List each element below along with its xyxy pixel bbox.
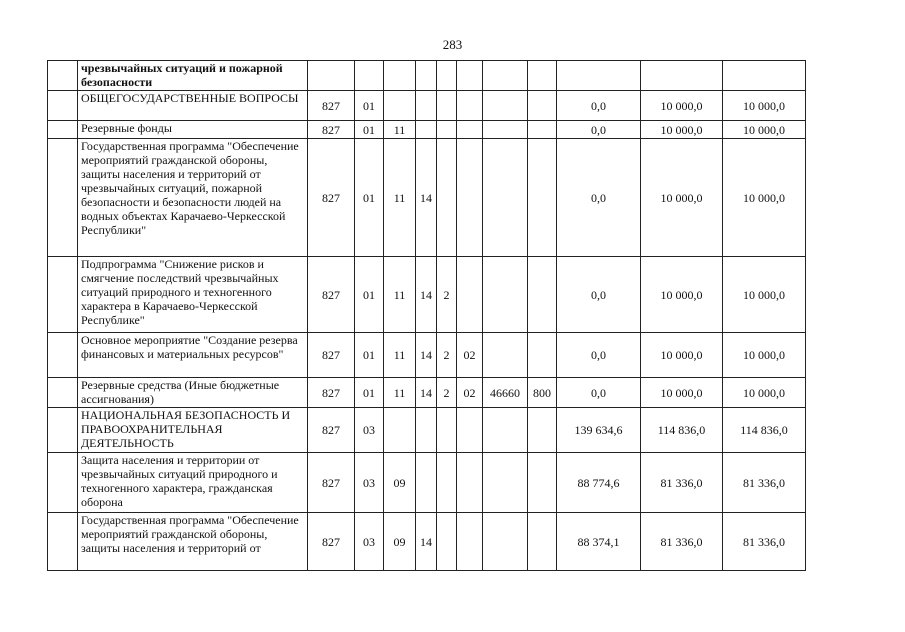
item-name-cell: Государственная программа "Обеспечение мероприятий гражданской обороны, защиты населения и территорий от: [78, 513, 308, 571]
table-row: [48, 513, 806, 571]
direction-code-cell: [483, 513, 528, 571]
table-row: [48, 61, 806, 91]
item-name-cell: Резервные средства (Иные бюджетные ассигнования): [78, 378, 308, 408]
activity-code-cell: [457, 257, 483, 333]
amount-year2-cell: [641, 61, 723, 91]
section-code-cell: 03: [355, 453, 384, 513]
subsection-code-cell: 11: [384, 257, 416, 333]
amount-year1-cell: 0,0: [557, 121, 641, 139]
program-code-cell: 14: [416, 378, 437, 408]
grbs-code-cell: 827: [308, 257, 355, 333]
section-code-cell: 01: [355, 121, 384, 139]
direction-code-cell: 46660: [483, 378, 528, 408]
grbs-code-cell: 827: [308, 333, 355, 378]
subprogram-code-cell: [437, 121, 457, 139]
expense-type-code-cell: [528, 91, 557, 121]
direction-code-cell: [483, 333, 528, 378]
item-name-cell: Защита населения и территории от чрезвычайных ситуаций природного и техногенного характера, гражданская оборона: [78, 453, 308, 513]
index-cell: [48, 378, 78, 408]
subprogram-code-cell: 2: [437, 378, 457, 408]
section-code-cell: 03: [355, 408, 384, 453]
amount-year1-cell: 88 774,6: [557, 453, 641, 513]
amount-year1-cell: 0,0: [557, 378, 641, 408]
item-name-cell: Государственная программа "Обеспечение мероприятий гражданской обороны, защиты населения и территорий от чрезвычайных ситуаций, пожарной безопасности и безопасности людей на водных объектах Карачаево-Черкесской Республики": [78, 139, 308, 257]
item-name-cell: Основное мероприятие "Создание резерва финансовых и материальных ресурсов": [78, 333, 308, 378]
section-code-cell: 01: [355, 333, 384, 378]
index-cell: [48, 61, 78, 91]
activity-code-cell: [457, 408, 483, 453]
section-code-cell: 01: [355, 91, 384, 121]
table-row: [48, 257, 806, 333]
grbs-code-cell: 827: [308, 91, 355, 121]
direction-code-cell: [483, 257, 528, 333]
amount-year2-cell: 10 000,0: [641, 333, 723, 378]
amount-year3-cell: [723, 61, 806, 91]
index-cell: [48, 408, 78, 453]
grbs-code-cell: 827: [308, 121, 355, 139]
budget-table-body: [48, 61, 806, 571]
index-cell: [48, 333, 78, 378]
subsection-code-cell: 11: [384, 378, 416, 408]
amount-year3-cell: 10 000,0: [723, 121, 806, 139]
subsection-code-cell: 09: [384, 453, 416, 513]
amount-year1-cell: 0,0: [557, 333, 641, 378]
expense-type-code-cell: [528, 257, 557, 333]
amount-year2-cell: 10 000,0: [641, 257, 723, 333]
amount-year1-cell: 0,0: [557, 91, 641, 121]
amount-year3-cell: 10 000,0: [723, 257, 806, 333]
subprogram-code-cell: [437, 408, 457, 453]
item-name-cell: чрезвычайных ситуаций и пожарной безопасности: [78, 61, 308, 91]
index-cell: [48, 513, 78, 571]
program-code-cell: [416, 61, 437, 91]
amount-year3-cell: 10 000,0: [723, 378, 806, 408]
expense-type-code-cell: [528, 139, 557, 257]
direction-code-cell: [483, 453, 528, 513]
amount-year2-cell: 10 000,0: [641, 378, 723, 408]
activity-code-cell: [457, 139, 483, 257]
section-code-cell: 01: [355, 257, 384, 333]
expense-type-code-cell: [528, 61, 557, 91]
expense-type-code-cell: [528, 333, 557, 378]
amount-year3-cell: 114 836,0: [723, 408, 806, 453]
amount-year2-cell: 10 000,0: [641, 121, 723, 139]
table-row: [48, 453, 806, 513]
amount-year3-cell: 10 000,0: [723, 139, 806, 257]
program-code-cell: 14: [416, 139, 437, 257]
section-code-cell: 03: [355, 513, 384, 571]
subsection-code-cell: [384, 408, 416, 453]
section-code-cell: 01: [355, 139, 384, 257]
section-code-cell: [355, 61, 384, 91]
section-code-cell: 01: [355, 378, 384, 408]
activity-code-cell: 02: [457, 333, 483, 378]
index-cell: [48, 453, 78, 513]
grbs-code-cell: 827: [308, 513, 355, 571]
subprogram-code-cell: 2: [437, 333, 457, 378]
activity-code-cell: 02: [457, 378, 483, 408]
expense-type-code-cell: [528, 121, 557, 139]
expense-type-code-cell: [528, 408, 557, 453]
activity-code-cell: [457, 61, 483, 91]
amount-year2-cell: 10 000,0: [641, 91, 723, 121]
subsection-code-cell: 09: [384, 513, 416, 571]
amount-year1-cell: 139 634,6: [557, 408, 641, 453]
table-row: [48, 378, 806, 408]
item-name-cell: НАЦИОНАЛЬНАЯ БЕЗОПАСНОСТЬ И ПРАВООХРАНИТЕЛЬНАЯ ДЕЯТЕЛЬНОСТЬ: [78, 408, 308, 453]
expense-type-code-cell: [528, 453, 557, 513]
table-row: [48, 121, 806, 139]
amount-year2-cell: 81 336,0: [641, 513, 723, 571]
budget-table: [47, 60, 806, 571]
expense-type-code-cell: 800: [528, 378, 557, 408]
subsection-code-cell: 11: [384, 139, 416, 257]
subprogram-code-cell: 2: [437, 257, 457, 333]
activity-code-cell: [457, 91, 483, 121]
direction-code-cell: [483, 121, 528, 139]
subprogram-code-cell: [437, 453, 457, 513]
subprogram-code-cell: [437, 61, 457, 91]
grbs-code-cell: 827: [308, 408, 355, 453]
index-cell: [48, 139, 78, 257]
table-row: [48, 333, 806, 378]
program-code-cell: 14: [416, 257, 437, 333]
direction-code-cell: [483, 61, 528, 91]
subsection-code-cell: 11: [384, 121, 416, 139]
direction-code-cell: [483, 408, 528, 453]
program-code-cell: [416, 408, 437, 453]
index-cell: [48, 121, 78, 139]
subsection-code-cell: [384, 91, 416, 121]
activity-code-cell: [457, 513, 483, 571]
amount-year1-cell: 0,0: [557, 139, 641, 257]
item-name-cell: Подпрограмма "Снижение рисков и смягчение последствий чрезвычайных ситуаций природного и техногенного характера в Карачаево-Черкесской Республике": [78, 257, 308, 333]
subprogram-code-cell: [437, 513, 457, 571]
program-code-cell: [416, 91, 437, 121]
program-code-cell: 14: [416, 513, 437, 571]
index-cell: [48, 91, 78, 121]
direction-code-cell: [483, 91, 528, 121]
direction-code-cell: [483, 139, 528, 257]
subsection-code-cell: [384, 61, 416, 91]
amount-year3-cell: 81 336,0: [723, 513, 806, 571]
index-cell: [48, 257, 78, 333]
program-code-cell: [416, 121, 437, 139]
grbs-code-cell: [308, 61, 355, 91]
subsection-code-cell: 11: [384, 333, 416, 378]
amount-year2-cell: 10 000,0: [641, 139, 723, 257]
amount-year3-cell: 10 000,0: [723, 91, 806, 121]
table-row: [48, 139, 806, 257]
amount-year1-cell: [557, 61, 641, 91]
amount-year3-cell: 81 336,0: [723, 453, 806, 513]
program-code-cell: 14: [416, 333, 437, 378]
activity-code-cell: [457, 121, 483, 139]
expense-type-code-cell: [528, 513, 557, 571]
amount-year1-cell: 0,0: [557, 257, 641, 333]
amount-year1-cell: 88 374,1: [557, 513, 641, 571]
table-row: [48, 91, 806, 121]
amount-year3-cell: 10 000,0: [723, 333, 806, 378]
grbs-code-cell: 827: [308, 378, 355, 408]
item-name-cell: ОБЩЕГОСУДАРСТВЕННЫЕ ВОПРОСЫ: [78, 91, 308, 121]
page-number: 283: [442, 37, 463, 52]
amount-year2-cell: 114 836,0: [641, 408, 723, 453]
table-row: [48, 408, 806, 453]
activity-code-cell: [457, 453, 483, 513]
grbs-code-cell: 827: [308, 453, 355, 513]
subprogram-code-cell: [437, 91, 457, 121]
item-name-cell: Резервные фонды: [78, 121, 308, 139]
amount-year2-cell: 81 336,0: [641, 453, 723, 513]
program-code-cell: [416, 453, 437, 513]
grbs-code-cell: 827: [308, 139, 355, 257]
subprogram-code-cell: [437, 139, 457, 257]
